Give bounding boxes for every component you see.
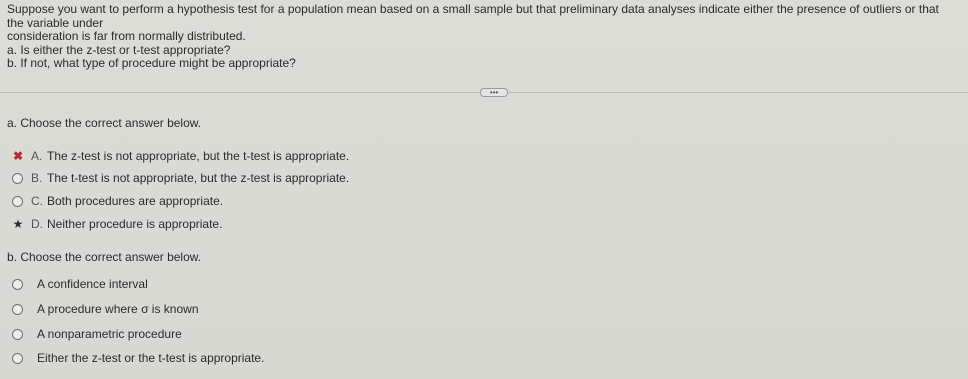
- option-text: A procedure where σ is known: [37, 302, 199, 316]
- part-b-option-1[interactable]: [12, 276, 148, 292]
- radio-icon[interactable]: [12, 196, 23, 207]
- part-a-option-c[interactable]: [12, 193, 223, 209]
- question-line-4: b. If not, what type of procedure might be appropriate?: [7, 56, 296, 70]
- part-a-title: a. Choose the correct answer below.: [7, 116, 202, 130]
- question-line-2: consideration is far from normally distributed.: [7, 29, 246, 43]
- option-letter: A.: [31, 149, 43, 163]
- option-text: Either the z-test or the t-test is appropriate.: [37, 351, 265, 365]
- x-mark-icon: ✖: [12, 149, 24, 163]
- star-icon: ★: [12, 217, 24, 231]
- radio-icon[interactable]: [12, 353, 23, 364]
- option-letter: B.: [31, 171, 43, 185]
- option-text: A confidence interval: [37, 277, 148, 291]
- part-b-option-3[interactable]: [12, 326, 182, 342]
- option-text: Both procedures are appropriate.: [47, 194, 224, 208]
- option-text: A nonparametric procedure: [37, 327, 182, 341]
- part-a-option-b[interactable]: [12, 170, 349, 186]
- part-a-option-a[interactable]: [12, 148, 349, 164]
- question-line-1: Suppose you want to perform a hypothesis test for a population mean based on a small sample but that preliminary data analyses indicate either the presence of outliers or that the variable under: [7, 2, 943, 30]
- question-line-3: a. Is either the z-test or t-test appropriate?: [7, 42, 231, 57]
- radio-icon[interactable]: [12, 279, 23, 290]
- option-letter: C.: [31, 194, 43, 208]
- radio-icon[interactable]: [12, 329, 23, 340]
- part-b-title: b. Choose the correct answer below.: [7, 250, 202, 264]
- radio-icon[interactable]: [12, 304, 23, 315]
- question-text: [7, 3, 957, 71]
- expand-handle-button[interactable]: •••: [480, 88, 508, 97]
- option-letter: D.: [31, 217, 43, 231]
- part-b-option-4[interactable]: [12, 350, 264, 366]
- part-b-option-2[interactable]: [12, 301, 199, 317]
- option-text: The t-test is not appropriate, but the z-test is appropriate.: [47, 171, 350, 185]
- part-a-option-d[interactable]: [12, 216, 222, 232]
- option-text: Neither procedure is appropriate.: [47, 217, 223, 231]
- radio-icon[interactable]: [12, 173, 23, 184]
- option-text: The z-test is not appropriate, but the t-test is appropriate.: [47, 149, 350, 163]
